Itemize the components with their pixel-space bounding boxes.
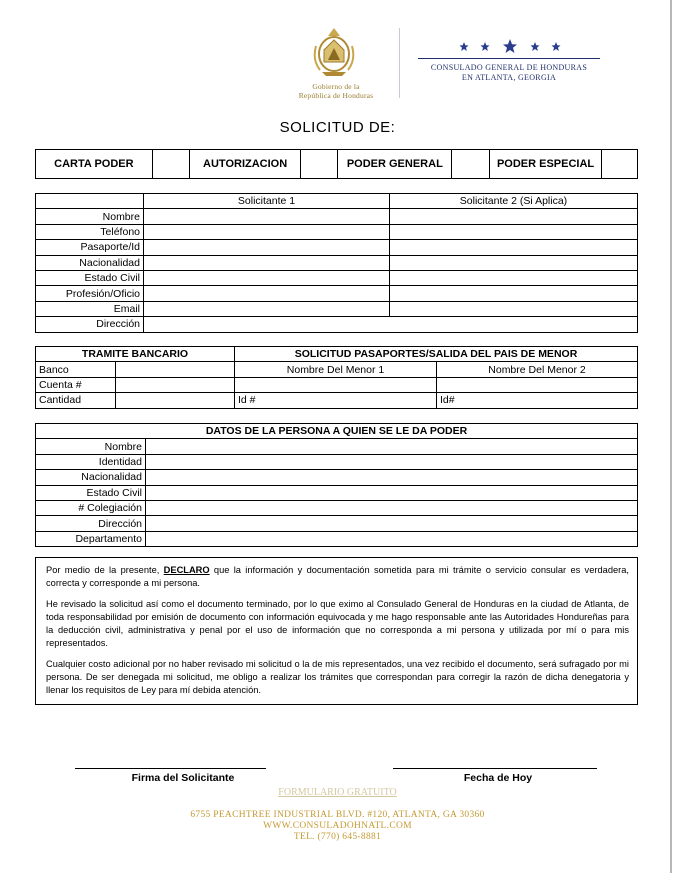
consulate-line-1: CONSULADO GENERAL DE HONDURAS: [430, 63, 588, 72]
date-label: Fecha de Hoy: [463, 772, 533, 784]
bank-name-field[interactable]: [116, 362, 235, 377]
declaration-keyword: DECLARO: [163, 565, 210, 575]
applicant-2-field[interactable]: [390, 240, 638, 255]
field-label: Dirección: [36, 516, 146, 531]
field-label: Nombre: [36, 209, 144, 224]
applicant-1-field[interactable]: [144, 224, 390, 239]
minor-2-id-field[interactable]: Id#: [437, 393, 638, 408]
applicant-2-field[interactable]: [390, 224, 638, 239]
account-field[interactable]: [116, 377, 235, 392]
consulate-name: [412, 63, 606, 83]
field-label: # Colegiación: [36, 500, 146, 515]
consulate-line-2: EN ATLANTA, GEORGIA: [461, 73, 557, 82]
bank-label: Banco: [36, 362, 116, 377]
minor-1-id-field[interactable]: Id #: [235, 393, 437, 408]
consulate-rule: [418, 58, 600, 59]
field-label: Estado Civil: [36, 485, 146, 500]
minor-2-name-field[interactable]: [437, 377, 638, 392]
declaration-paragraph-1: [46, 564, 629, 590]
bank-label: Cantidad: [36, 393, 116, 408]
government-name: [282, 82, 390, 100]
field-label: Identidad: [36, 454, 146, 469]
request-type-label: PODER GENERAL: [338, 150, 452, 179]
footer-phone: TEL. (770) 645-8881: [293, 832, 382, 842]
applicant-1-field[interactable]: [144, 270, 390, 285]
footer-contact: [0, 810, 675, 843]
minor-2-header: Nombre Del Menor 2: [437, 362, 638, 377]
applicant-1-field[interactable]: [144, 240, 390, 255]
applicant-1-header: Solicitante 1: [144, 194, 390, 209]
request-type-table: [35, 149, 638, 179]
field-label: Nacionalidad: [36, 470, 146, 485]
applicant-1-field[interactable]: [144, 286, 390, 301]
applicant-1-field[interactable]: [144, 209, 390, 224]
declaration-text: Por medio de la presente,: [46, 565, 164, 575]
applicant-2-field[interactable]: [390, 209, 638, 224]
stars-icon: [455, 38, 565, 54]
declaration-paragraph-2: He revisado la solicitud así como el documento terminado, por lo que eximo al Consulado General de Honduras en la ciudad de Atlanta, de toda responsabilidad por emisión de documento con información equivocada y me hago responsable ante las Autoridades Hondureñas para la deducción civil, administrativa y penal por el uso de información que no corresponda a mi persona y utilizada por mí o para mis representados.: [46, 599, 629, 648]
field-label: Nacionalidad: [36, 255, 144, 270]
request-type-label: CARTA PODER: [36, 150, 153, 179]
proxy-field[interactable]: [146, 439, 638, 454]
applicant-2-field[interactable]: [390, 270, 638, 285]
field-label: Email: [36, 301, 144, 316]
field-label: Estado Civil: [36, 270, 144, 285]
declaration-text: que la información y documentación sometida para mi trámite o servicio consular es verdadera, correcta y corresponde a mi persona.: [46, 565, 630, 588]
bank-minor-table: [35, 346, 638, 409]
field-label: Departamento: [36, 531, 146, 546]
proxy-field[interactable]: [146, 470, 638, 485]
government-line-1: Gobierno de la: [312, 82, 360, 91]
applicant-1-field[interactable]: [144, 301, 390, 316]
header-divider: [399, 28, 400, 98]
field-label: Nombre: [36, 439, 146, 454]
field-label: Teléfono: [36, 224, 144, 239]
proxy-field[interactable]: [146, 500, 638, 515]
declaration-box: [35, 557, 638, 705]
header-spacer: [36, 194, 144, 209]
government-line-2: República de Honduras: [298, 91, 374, 100]
minor-header: SOLICITUD PASAPORTES/SALIDA DEL PAIS DE MENOR: [235, 347, 638, 362]
minor-1-name-field[interactable]: [235, 377, 437, 392]
request-type-label: PODER ESPECIAL: [489, 150, 602, 179]
proxy-table: [35, 423, 638, 547]
date-line[interactable]: [393, 768, 597, 769]
proxy-field[interactable]: [146, 516, 638, 531]
form-title: SOLICITUD DE:: [279, 119, 396, 136]
applicant-2-field[interactable]: [390, 255, 638, 270]
applicants-table: [35, 193, 638, 333]
request-type-checkbox[interactable]: [452, 150, 490, 179]
request-type-checkbox[interactable]: [602, 150, 638, 179]
request-type-checkbox[interactable]: [152, 150, 190, 179]
applicant-2-field[interactable]: [390, 301, 638, 316]
field-label: Dirección: [36, 317, 144, 332]
field-label: Pasaporte/Id: [36, 240, 144, 255]
proxy-field[interactable]: [146, 454, 638, 469]
request-type-label: AUTORIZACION: [190, 150, 301, 179]
free-form-link[interactable]: FORMULARIO GRATUITO: [278, 787, 397, 798]
footer-website[interactable]: WWW.CONSULADOHNATL.COM: [263, 821, 412, 831]
proxy-field[interactable]: [146, 485, 638, 500]
proxy-header: DATOS DE LA PERSONA A QUIEN SE LE DA PODER: [36, 424, 638, 439]
address-field[interactable]: [144, 317, 638, 332]
field-label: Profesión/Oficio: [36, 286, 144, 301]
minor-1-header: Nombre Del Menor 1: [235, 362, 437, 377]
signature-label: Firma del Solicitante: [131, 772, 235, 784]
coat-of-arms-logo: [312, 26, 356, 78]
applicant-2-header: Solicitante 2 (Si Aplica): [390, 194, 638, 209]
declaration-paragraph-3: Cualquier costo adicional por no haber revisado mi solicitud o la de mis representados, una vez recibido el documento, será sufragado por mi persona. De ser denegada mi solicitud, me obligo a realizar los trámites que correspondan para corregir la razón de dicha denegatoria y llenar los requisitos de Ley para mí debida atención.: [46, 659, 629, 695]
proxy-field[interactable]: [146, 531, 638, 546]
bank-label: Cuenta #: [36, 377, 116, 392]
request-type-checkbox[interactable]: [300, 150, 338, 179]
amount-field[interactable]: [116, 393, 235, 408]
applicant-2-field[interactable]: [390, 286, 638, 301]
applicant-1-field[interactable]: [144, 255, 390, 270]
footer-address: 6755 PEACHTREE INDUSTRIAL BLVD. #120, ATLANTA, GA 30360: [190, 810, 485, 820]
bank-header: TRAMITE BANCARIO: [36, 347, 235, 362]
signature-line[interactable]: [75, 768, 266, 769]
